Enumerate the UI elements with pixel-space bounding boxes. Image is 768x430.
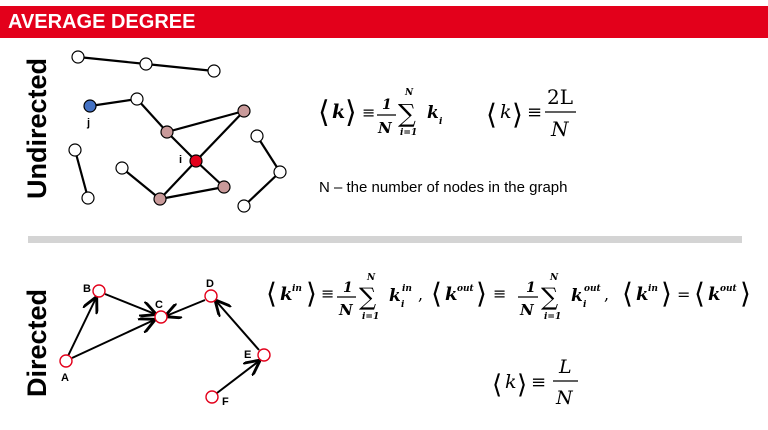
graph-node-F xyxy=(206,391,218,403)
graph-node-j xyxy=(84,100,96,112)
formula-directed-average-L-over-N xyxy=(492,356,578,409)
svg-text:k: k xyxy=(500,101,512,123)
edge xyxy=(78,57,146,64)
svg-text:⟩: ⟩ xyxy=(345,95,357,130)
svg-text:k: k xyxy=(280,284,293,305)
directed-edge-A-C xyxy=(72,320,154,358)
svg-text:in: in xyxy=(648,284,658,294)
graph-node xyxy=(69,144,81,156)
svg-text:∑: ∑ xyxy=(359,283,377,311)
svg-text:1: 1 xyxy=(526,280,536,296)
node-label-F: F xyxy=(222,396,229,408)
edge xyxy=(137,99,167,132)
edge xyxy=(122,168,160,199)
svg-text:L: L xyxy=(559,356,572,378)
directed-nodes xyxy=(60,285,270,403)
svg-text:=: = xyxy=(677,285,691,304)
svg-text:k: k xyxy=(636,284,649,305)
svg-text:⟩: ⟩ xyxy=(740,277,751,310)
svg-text:≡: ≡ xyxy=(527,102,543,123)
formula-average-degree-2L-over-N xyxy=(486,85,576,141)
node-label-i: i xyxy=(179,154,183,166)
directed-section-label: Directed xyxy=(22,288,52,397)
svg-text:out: out xyxy=(584,284,601,294)
svg-text:⟨: ⟨ xyxy=(492,370,503,400)
svg-text:⟨: ⟨ xyxy=(622,277,633,310)
node-label-D: D xyxy=(206,278,214,290)
graph-node-D xyxy=(205,290,217,302)
svg-text:⟩: ⟩ xyxy=(512,98,523,131)
directed-edge-F-E xyxy=(217,361,259,393)
undirected-section-label: Undirected xyxy=(22,57,52,199)
graph-node xyxy=(238,105,250,117)
svg-text:in: in xyxy=(292,284,302,294)
edge xyxy=(90,99,137,106)
svg-text:⟩: ⟩ xyxy=(517,370,528,400)
svg-text:2L: 2L xyxy=(547,85,574,109)
formula-in-out-degree xyxy=(266,273,751,322)
graph-node xyxy=(161,126,173,138)
svg-text:N: N xyxy=(405,88,414,98)
graph-node xyxy=(116,162,128,174)
directed-edges xyxy=(68,294,259,393)
svg-text:≡: ≡ xyxy=(321,284,335,303)
svg-text:⟨: ⟨ xyxy=(486,98,497,131)
directed-edge-B-C xyxy=(105,294,155,314)
svg-text:i=1: i=1 xyxy=(544,312,562,322)
svg-text:⟨: ⟨ xyxy=(431,277,442,310)
edge xyxy=(244,172,280,206)
graph-node xyxy=(72,51,84,63)
page-title: AVERAGE DEGREE xyxy=(8,11,196,33)
svg-text:N: N xyxy=(556,387,573,409)
svg-text:i: i xyxy=(439,117,443,127)
svg-text:1: 1 xyxy=(343,280,353,296)
graph-node-E xyxy=(258,349,270,361)
node-label-B: B xyxy=(83,283,91,295)
svg-text:N: N xyxy=(339,301,353,319)
svg-text:N: N xyxy=(520,301,534,319)
svg-text:N: N xyxy=(550,273,559,283)
svg-text:k: k xyxy=(389,286,401,306)
svg-text:⟩: ⟩ xyxy=(306,277,317,310)
undirected-nodes xyxy=(69,51,286,212)
edge xyxy=(75,150,88,198)
svg-text:k: k xyxy=(445,284,458,305)
svg-text:in: in xyxy=(402,284,412,294)
svg-text:N: N xyxy=(551,117,569,141)
graph-node xyxy=(82,192,94,204)
svg-text:i=1: i=1 xyxy=(362,312,380,322)
graph-node xyxy=(154,193,166,205)
graph-node-i xyxy=(190,155,202,167)
svg-text:⟨: ⟨ xyxy=(266,277,277,310)
svg-text:k: k xyxy=(427,103,439,123)
svg-text:⟨: ⟨ xyxy=(694,277,705,310)
formula-average-degree-sum xyxy=(318,88,443,138)
svg-text:,: , xyxy=(604,285,610,304)
svg-text:k: k xyxy=(708,284,721,305)
node-label-E: E xyxy=(244,349,252,361)
svg-text:⟨: ⟨ xyxy=(318,95,330,130)
directed-edge-D-C xyxy=(166,300,205,316)
svg-text:k: k xyxy=(571,286,583,306)
directed-edge-A-B xyxy=(68,298,96,356)
undirected-edges xyxy=(75,57,280,206)
svg-text:N: N xyxy=(378,119,392,137)
graph-node xyxy=(274,166,286,178)
svg-text:∑: ∑ xyxy=(541,283,559,311)
svg-text:out: out xyxy=(720,284,737,294)
graph-node-C xyxy=(155,311,167,323)
svg-text:k: k xyxy=(332,101,346,123)
svg-text:≡: ≡ xyxy=(362,103,376,122)
svg-text:⟩: ⟩ xyxy=(661,277,672,310)
graph-node xyxy=(131,93,143,105)
svg-text:k: k xyxy=(505,371,517,393)
svg-text:i: i xyxy=(583,300,587,310)
svg-text:out: out xyxy=(457,284,474,294)
svg-text:1: 1 xyxy=(382,97,392,113)
graph-node-B xyxy=(93,285,105,297)
graph-node xyxy=(208,65,220,77)
svg-text:≡: ≡ xyxy=(493,284,507,303)
node-label-j: j xyxy=(87,117,91,129)
svg-text:∑: ∑ xyxy=(398,99,416,128)
nodes-caption: N – the number of nodes in the graph xyxy=(319,179,568,196)
svg-text:⟩: ⟩ xyxy=(476,277,487,310)
svg-text:,: , xyxy=(418,285,424,304)
node-label-A: A xyxy=(61,372,69,384)
graph-node-A xyxy=(60,355,72,367)
edge xyxy=(146,64,214,71)
svg-text:i: i xyxy=(401,300,405,310)
svg-text:N: N xyxy=(367,273,376,283)
graph-node xyxy=(251,130,263,142)
graph-node xyxy=(238,200,250,212)
graph-node xyxy=(140,58,152,70)
graph-node xyxy=(218,181,230,193)
directed-edge-E-D xyxy=(216,301,259,350)
node-label-C: C xyxy=(155,299,163,311)
svg-text:i=1: i=1 xyxy=(400,128,418,138)
svg-text:≡: ≡ xyxy=(531,372,547,393)
